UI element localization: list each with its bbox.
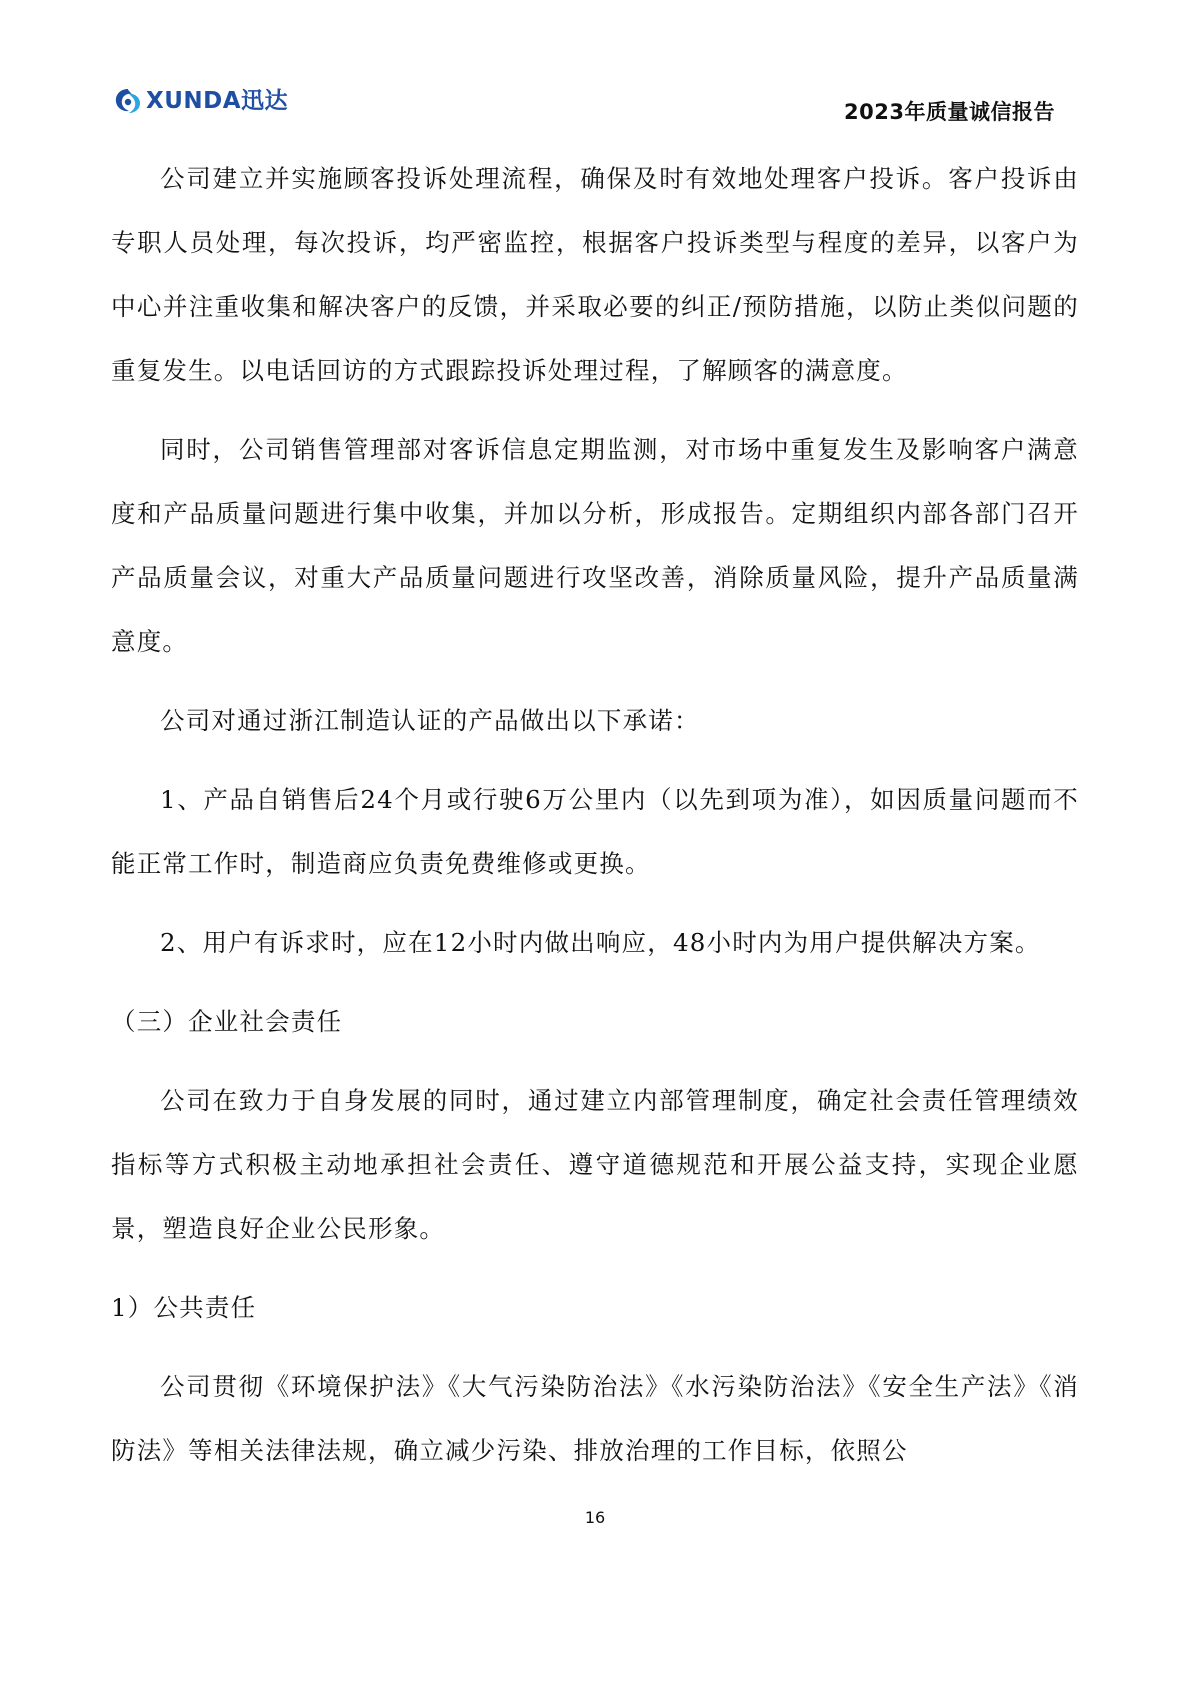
section-heading-social-responsibility: （三）企业社会责任: [111, 1007, 343, 1036]
page-number: 16: [584, 1508, 606, 1527]
paragraph-commitment-1: 1、产品自销售后24个月或行驶6万公里内（以先到项为准），如因质量问题而不能正常工作时，制造商应负责免费维修或更换。: [111, 785, 1079, 878]
paragraph-commitment-2: 2、用户有诉求时，应在12小时内做出响应，48小时内为用户提供解决方案。: [160, 928, 1041, 957]
header-logo: [112, 86, 288, 116]
document-body: [111, 147, 1079, 1498]
subheading-public-responsibility: 1）公共责任: [111, 1293, 257, 1322]
paragraph-social-responsibility: 公司在致力于自身发展的同时，通过建立内部管理制度，确定社会责任管理绩效指标等方式积极主动地承担社会责任、遵守道德规范和开展公益支持，实现企业愿景，塑造良好企业公民形象。: [111, 1086, 1079, 1243]
report-title: 2023年质量诚信报告: [844, 100, 1055, 124]
paragraph-commitment-intro: 公司对通过浙江制造认证的产品做出以下承诺：: [160, 706, 700, 735]
xunda-logo-icon: [112, 86, 144, 116]
paragraph-laws: 公司贯彻《环境保护法》《大气污染防治法》《水污染防治法》《安全生产法》《消防法》等相关法律法规，确立减少污染、排放治理的工作目标，依照公: [111, 1372, 1079, 1465]
paragraph-complaint-process: 公司建立并实施顾客投诉处理流程，确保及时有效地处理客户投诉。客户投诉由专职人员处理，每次投诉，均严密监控，根据客户投诉类型与程度的差异，以客户为中心并注重收集和解决客户的反馈，并采取必要的纠正/预防措施，以防止类似问题的重复发生。以电话回访的方式跟踪投诉处理过程，了解顾客的满意度。: [111, 164, 1079, 385]
paragraph-sales-monitoring: 同时，公司销售管理部对客诉信息定期监测，对市场中重复发生及影响客户满意度和产品质量问题进行集中收集，并加以分析，形成报告。定期组织内部各部门召开产品质量会议，对重大产品质量问题进行攻坚改善，消除质量风险，提升产品质量满意度。: [111, 435, 1079, 656]
logo-text: XUNDA迅达: [146, 88, 289, 114]
